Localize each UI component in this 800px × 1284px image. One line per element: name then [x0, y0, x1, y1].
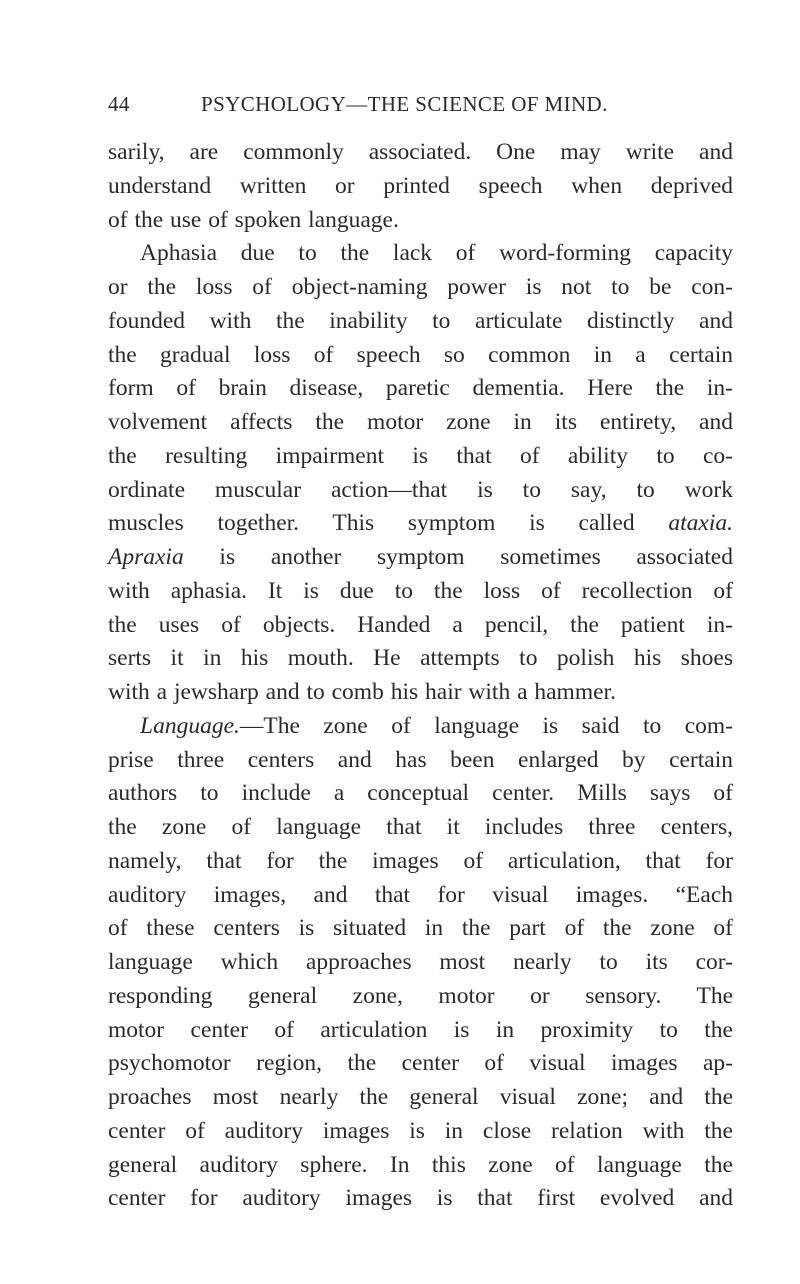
italic-term-ataxia: ataxia.: [668, 510, 733, 537]
text-line: the zone of language that it includes three centers,: [108, 814, 733, 840]
text-line: the resulting impairment is that of ability to co-: [108, 442, 733, 469]
text-line: of these centers is situated in the part of the zone of: [108, 915, 733, 942]
text-line: authors to include a conceptual center. Mills says of: [108, 780, 733, 807]
text-line: understand written or printed speech when deprived: [108, 172, 733, 199]
italic-term-apraxia: Apraxia: [108, 544, 184, 570]
text-line: motor center of articulation is in proximity to the: [108, 1016, 733, 1043]
text-line: ordinate muscular action—that is to say, to work: [108, 476, 733, 503]
page-number: 44: [108, 92, 130, 116]
text-line: founded with the inability to articulate distinctly and: [108, 307, 733, 334]
text-line: or the loss of object-naming power is not to be con-: [108, 274, 733, 300]
text-line: volvement affects the motor zone in its entirety, and: [108, 409, 733, 435]
text-line: auditory images, and that for visual images. “Each: [108, 881, 733, 908]
text-line: psychomotor region, the center of visual images ap-: [108, 1050, 733, 1077]
text-run: —The zone of language is said to com-: [239, 712, 733, 739]
text-line: [108, 710, 733, 744]
text-line: Aphasia due to the lack of word-forming capacity: [140, 240, 733, 267]
text-line: [108, 507, 733, 541]
running-title: PSYCHOLOGY—THE SCIENCE OF MIND.: [201, 92, 608, 116]
text-line: sarily, are commonly associated. One may write and: [108, 139, 733, 165]
text-line: the gradual loss of speech so common in a certain: [108, 341, 733, 368]
text-run: muscles together. This symptom is called: [108, 510, 669, 537]
page-header: [108, 92, 728, 122]
text-line: prise three centers and has been enlarged by certain: [108, 746, 733, 773]
text-line: general auditory sphere. In this zone of language the: [108, 1151, 733, 1178]
text-line: center for auditory images is that first evolved and: [108, 1185, 733, 1212]
text-line: language which approaches most nearly to its cor-: [108, 949, 733, 975]
text-line: with aphasia. It is due to the loss of recollection of: [108, 577, 733, 604]
text-line: with a jewsharp and to comb his hair with a hammer.: [108, 679, 616, 705]
text-line: of the use of spoken language.: [108, 206, 399, 233]
text-line: [108, 541, 733, 575]
italic-heading-language: Language.: [140, 712, 240, 739]
text-line: responding general zone, motor or sensory. The: [108, 982, 733, 1009]
text-line: form of brain disease, paretic dementia. Here the in-: [108, 375, 733, 402]
text-line: center of auditory images is in close relation with the: [108, 1117, 733, 1144]
text-line: the uses of objects. Handed a pencil, the patient in-: [108, 611, 733, 638]
text-line: namely, that for the images of articulation, that for: [108, 847, 733, 874]
body-text: [108, 136, 733, 1216]
text-line: proaches most nearly the general visual zone; and the: [108, 1084, 733, 1110]
text-run: is another symptom sometimes associated: [183, 544, 733, 570]
text-line: serts it in his mouth. He attempts to polish his shoes: [108, 645, 733, 672]
